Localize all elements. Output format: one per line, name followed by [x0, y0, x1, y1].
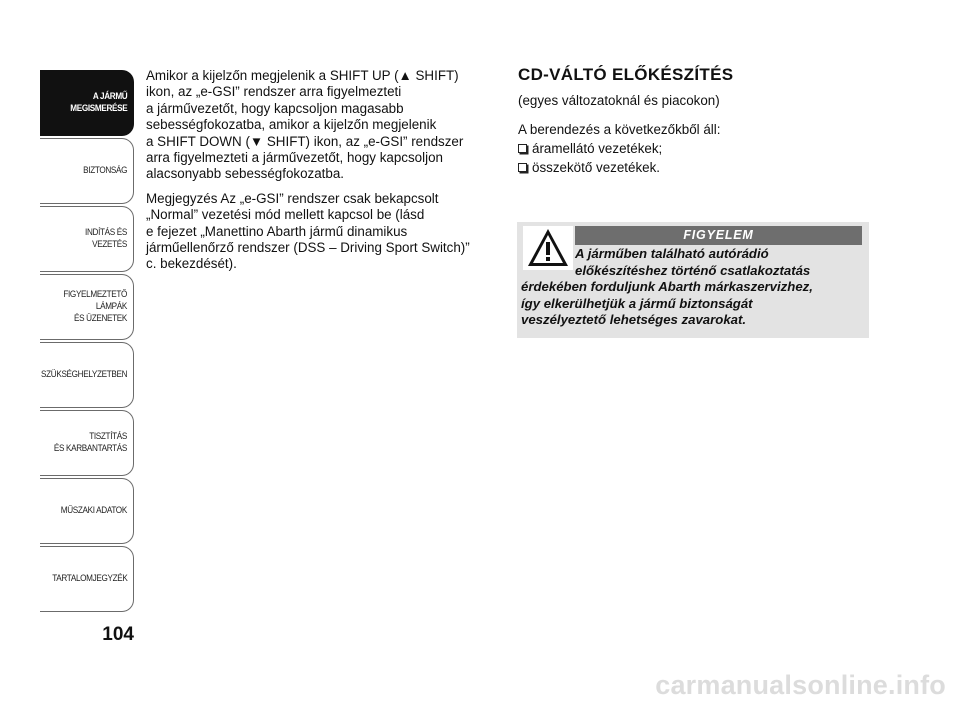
list-item — [518, 159, 868, 176]
tab-szukseghelyzetben[interactable] — [40, 342, 134, 408]
shift-indicator-paragraph: Amikor a kijelzőn megjelenik a SHIFT UP (▲ SHIFT) ikon, az „e-GSI” rendszer arra figyelmezteti a járművezetőt, hogy kapcsoljon magasabb sebességfokozatba, amikor a kijelzőn megjelenik a SHIFT DOWN (▼ SHIFT) ikon, az „e-GSI” rendszer arra figyelmezteti a járművezetőt, hogy kapcsoljon alacsonyabb sebességfokozatba. — [146, 68, 464, 182]
list-item — [518, 140, 868, 157]
tab-label: INDÍTÁS ÉS VEZETÉS — [85, 227, 127, 250]
checkbox-bullet-icon — [518, 144, 527, 153]
tab-tisztitas-es-karbantartas[interactable] — [40, 410, 134, 476]
warning-line: előkészítéshez történő csatlakoztatás — [575, 262, 811, 278]
warning-line: veszélyeztető lehetséges zavarokat. — [521, 312, 747, 327]
tab-label: TARTALOMJEGYZÉK — [51, 573, 127, 584]
warning-line: érdekében forduljunk Abarth márkaszervizhez, — [521, 279, 813, 294]
warning-line: A járműben található autórádió — [575, 246, 769, 261]
tab-label: SZÜKSÉGHELYZETBEN — [40, 369, 127, 380]
warning-header: FIGYELEM — [575, 226, 862, 245]
tab-label: MŰSZAKI ADATOK — [60, 505, 127, 516]
watermark: carmanualsonline.info — [655, 670, 946, 700]
tab-muszaki-adatok[interactable] — [40, 478, 134, 544]
cd-changer-section — [518, 64, 868, 178]
tab-label: BIZTONSÁG — [83, 165, 127, 176]
section-title: CD-VÁLTÓ ELŐKÉSZÍTÉS — [518, 65, 734, 84]
tab-inditas-es-vezetes[interactable] — [40, 206, 134, 272]
warning-box — [517, 222, 869, 338]
tab-label: TISZTÍTÁS ÉS KARBANTARTÁS — [53, 431, 127, 454]
left-text-column — [146, 68, 496, 281]
checkbox-bullet-icon — [518, 163, 527, 172]
tab-label: A JÁRMŰ MEGISMERÉSE — [69, 91, 127, 114]
page-number: 104 — [102, 624, 134, 645]
tab-a-jarmu-megismerese[interactable] — [40, 70, 134, 136]
section-intro: A berendezés a következőkből áll: — [518, 122, 721, 137]
tab-tartalomjegyzek[interactable] — [40, 546, 134, 612]
tab-figyelmezteto-lampak[interactable] — [40, 274, 134, 340]
list-item-text: összekötő vezetékek. — [532, 160, 661, 175]
warning-line: így elkerülhetjük a jármű biztonságát — [521, 295, 753, 311]
chapter-tabs — [40, 70, 134, 614]
list-item-text: áramellátó vezetékek; — [532, 141, 663, 156]
tab-biztonsag[interactable] — [40, 138, 134, 204]
component-list — [518, 140, 868, 176]
warning-text — [521, 246, 865, 329]
section-subtitle: (egyes változatoknál és piacokon) — [518, 93, 720, 108]
note-paragraph: Megjegyzés Az „e-GSI” rendszer csak bekapcsolt „Normal” vezetési mód mellett kapcsol be (lásd e fejezet „Manettino Abarth jármű dinamikus járműellenőrző rendszer (DSS – Driving Sport Switch)” c. bekezdését). — [146, 190, 470, 272]
tab-label: FIGYELMEZTETŐ LÁMPÁK ÉS ÜZENETEK — [63, 289, 127, 324]
